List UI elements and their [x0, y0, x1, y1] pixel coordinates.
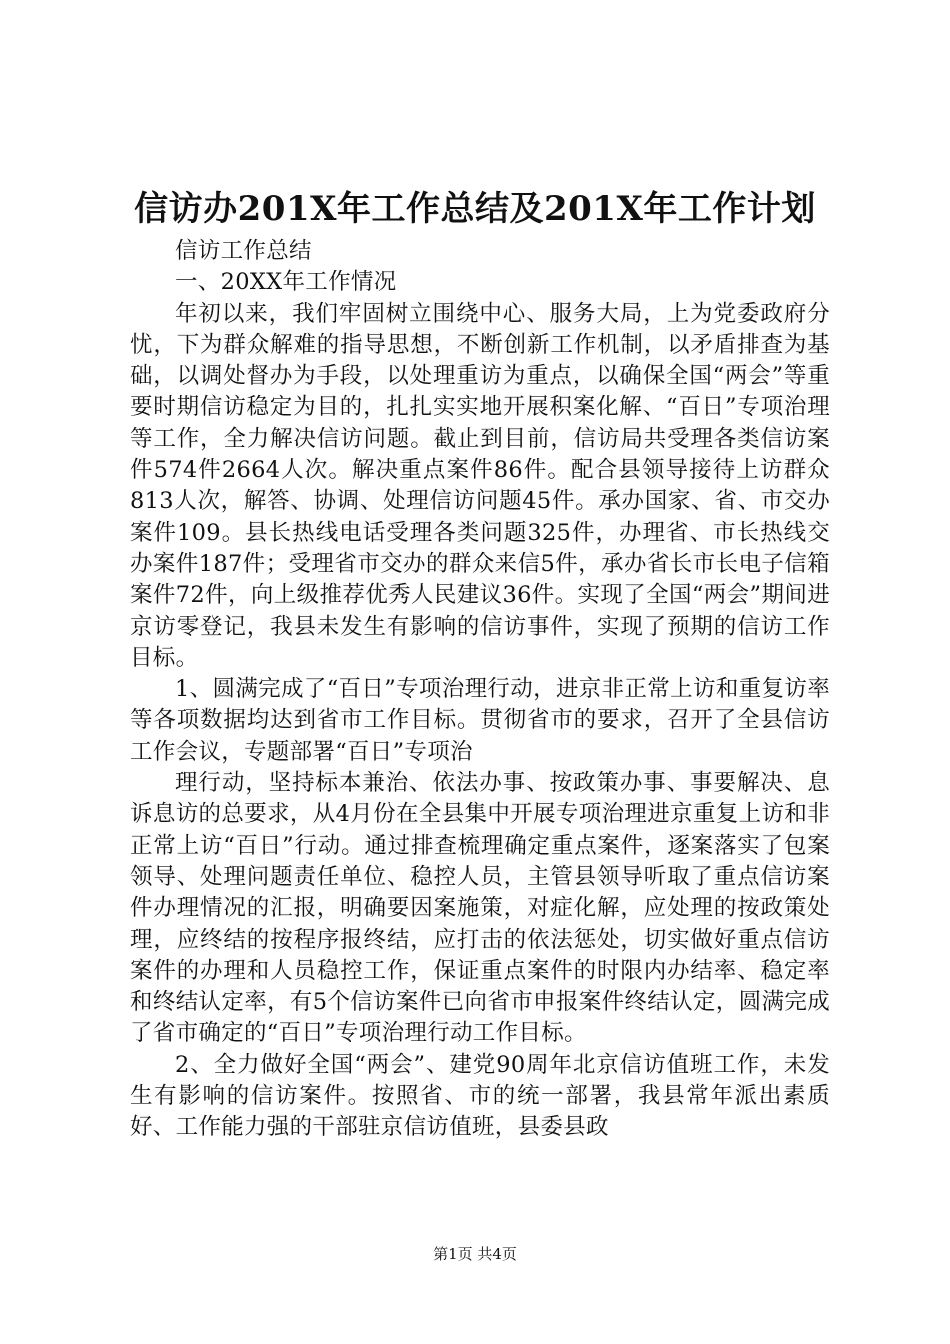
- document-body: [130, 236, 830, 1144]
- section-heading: 信访工作总结: [175, 238, 312, 264]
- paragraph: 理行动，坚持标本兼治、依法办事、按政策办事、事要解决、息诉息访的总要求，从4月份在全县集中开展专项治理进京重复上访和非正常上访“百日”行动。通过排查梳理确定重点案件，逐案落实了包案领导、处理问题责任单位、稳控人员，主管县领导听取了重点信访案件办理情况的汇报，明确要因案施策，对症化解，应处理的按政策处理，应终结的按程序报终结，应打击的依法惩处，切实做好重点信访案件的办理和人员稳控工作，保证重点案件的时限内办结率、稳定率和终结认定率，有5个信访案件已向省市申报案件终结认定，圆满完成了省市确定的“百日”专项治理行动工作目标。: [130, 770, 830, 1047]
- subsection-heading: 一、20XX年工作情况: [175, 269, 397, 296]
- paragraph: 年初以来，我们牢固树立围绕中心、服务大局，上为党委政府分忧，下为群众解难的指导思想，不断创新工作机制，以矛盾排查为基础，以调处督办为手段，以处理重访为重点，以确保全国“两会”等重要时期信访稳定为目的，扎扎实实地开展积案化解、“百日”专项治理等工作，全力解决信访问题。截止到目前，信访局共受理各类信访案件574件2664人次。解决重点案件86件。配合县领导接待上访群众813人次，解答、协调、处理信访问题45件。承办国家、省、市交办案件109。县长热线电话受理各类问题325件，办理省、市长热线交办案件187件；受理省市交办的群众来信5件，承办省长市长电子信箱案件72件，向上级推荐优秀人民建议36件。实现了全国“两会”期间进京访零登记，我县未发生有影响的信访事件，实现了预期的信访工作目标。: [130, 300, 830, 671]
- document-title: 信访办201X年工作总结及201X年工作计划: [134, 189, 816, 229]
- paragraph: 1、圆满完成了“百日”专项治理行动，进京非正常上访和重复访率等各项数据均达到省市工作目标。贯彻省市的要求，召开了全县信访工作会议，专题部署“百日”专项治: [130, 676, 830, 765]
- paragraph: 2、全力做好全国“两会”、建党90周年北京信访值班工作，未发生有影响的信访案件。按照省、市的统一部署，我县常年派出素质好、工作能力强的干部驻京信访值班，县委县政: [130, 1051, 830, 1141]
- page-number-footer: 第1页 共4页: [433, 1245, 517, 1263]
